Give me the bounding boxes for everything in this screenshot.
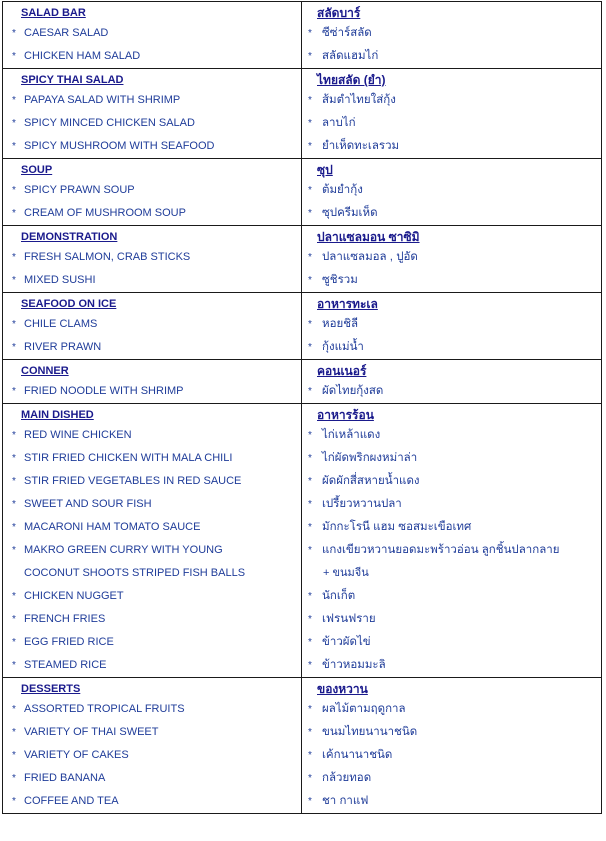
menu-item-th-cell [302, 539, 601, 585]
menu-item-th-cell [302, 22, 601, 45]
bullet-marker: * [12, 252, 16, 263]
menu-item-th-text: ชา กาแฟ [322, 795, 369, 807]
section-header-en-cell [3, 678, 302, 698]
menu-item-en-cell [3, 631, 302, 654]
menu-item-th-cell [302, 202, 601, 225]
section-title-en: SOUP [21, 164, 53, 176]
menu-item-en-text: RED WINE CHICKEN [24, 429, 132, 441]
section-header-row [3, 678, 601, 698]
bullet-marker: * [308, 95, 312, 106]
bullet-marker: * [308, 386, 312, 397]
menu-section [3, 69, 601, 159]
bullet-marker: * [12, 51, 16, 62]
menu-item-en-cell [3, 313, 302, 336]
menu-item-th-text: ไก่ผัดพริกผงหม่าล่า [322, 452, 418, 464]
menu-item-th [302, 608, 601, 631]
bullet-marker: * [12, 118, 16, 129]
section-title-th: อาหารร้อน [317, 408, 374, 422]
menu-item-th [302, 45, 601, 68]
bullet-marker: * [308, 118, 312, 129]
bullet-marker: * [308, 141, 312, 152]
menu-item-en-text: VARIETY OF THAI SWEET [24, 726, 159, 738]
section-title-th: ซุป [317, 163, 333, 177]
menu-item-en-continuation: COCONUT SHOOTS STRIPED FISH BALLS [24, 567, 246, 579]
menu-item-en [3, 202, 301, 225]
menu-item-en-cell [3, 447, 302, 470]
bullet-marker: * [12, 727, 16, 738]
menu-item-en-text: CHICKEN NUGGET [24, 590, 124, 602]
menu-item-th-text: ผัดผักสี่สหายน้ำแดง [322, 475, 420, 487]
menu-item-en-text: STEAMED RICE [24, 659, 107, 671]
menu-item-en-cell [3, 539, 302, 585]
menu-item-th-text: เค้กนานาชนิด [322, 749, 393, 761]
menu-item-th [302, 89, 601, 112]
bullet-marker: * [12, 704, 16, 715]
bullet-marker: * [12, 141, 16, 152]
menu-item-th-text: เฟรนฟราย [322, 613, 376, 625]
menu-item-en-text: STIR FRIED CHICKEN WITH MALA CHILI [24, 452, 233, 464]
menu-item-en-cell [3, 336, 302, 359]
bullet-marker: * [308, 476, 312, 487]
section-header-en-cell [3, 360, 302, 380]
menu-item-th-cell [302, 135, 601, 158]
menu-item-en-text: SWEET AND SOUR FISH [24, 498, 152, 510]
section-header-en-cell [3, 226, 302, 246]
menu-item-th-cell [302, 744, 601, 767]
menu-item-en-cell [3, 380, 302, 403]
section-title-th: คอนเนอร์ [317, 364, 367, 378]
section-header-th-cell [302, 293, 601, 313]
section-header-row [3, 2, 601, 22]
menu-item-en-cell [3, 698, 302, 721]
menu-item-en-cell [3, 424, 302, 447]
menu-item-en [3, 721, 301, 744]
menu-item-en [3, 22, 301, 45]
menu-item-en-cell [3, 269, 302, 292]
menu-item-en-text: RIVER PRAWN [24, 341, 102, 353]
menu-item-row [3, 202, 601, 225]
menu-item-en-text: CHICKEN HAM SALAD [24, 50, 141, 62]
bullet-marker: * [308, 51, 312, 62]
section-header-th-cell [302, 404, 601, 424]
menu-item-th-text: ยำเห็ดทะเลรวม [322, 140, 400, 152]
section-header-en-cell [3, 159, 302, 179]
menu-item-row [3, 654, 601, 677]
menu-item-en-cell [3, 89, 302, 112]
menu-item-th-cell [302, 585, 601, 608]
menu-item-th [302, 380, 601, 403]
menu-table [2, 1, 602, 814]
bullet-marker: * [12, 386, 16, 397]
menu-item-en-cell [3, 516, 302, 539]
section-header-th-cell [302, 678, 601, 698]
menu-item-en-text: CHILE CLAMS [24, 318, 98, 330]
bullet-marker: * [12, 453, 16, 464]
menu-item-th-text: กล้วยทอด [322, 772, 372, 784]
menu-item-th [302, 790, 601, 813]
menu-item-row [3, 539, 601, 585]
menu-item-row [3, 470, 601, 493]
section-header-row [3, 69, 601, 89]
menu-item-en [3, 608, 301, 631]
bullet-marker: * [308, 499, 312, 510]
bullet-marker: * [308, 773, 312, 784]
bullet-marker: * [12, 342, 16, 353]
menu-item-th-text: ข้าวหอมมะลิ [322, 659, 386, 671]
menu-item-en-cell [3, 654, 302, 677]
section-header-row [3, 226, 601, 246]
menu-section [3, 226, 601, 293]
section-title-th: ของหวาน [317, 682, 368, 696]
bullet-marker: * [12, 28, 16, 39]
bullet-marker: * [12, 522, 16, 533]
menu-item-th [302, 336, 601, 359]
section-title-en: SEAFOOD ON ICE [21, 298, 117, 310]
menu-item-th-text: แกงเขียวหวานยอดมะพร้าวอ่อน ลูกชิ้นปลากลาย [322, 544, 560, 556]
menu-item-en [3, 767, 301, 790]
menu-item-en-text: MACARONI HAM TOMATO SAUCE [24, 521, 201, 533]
menu-item-th-continuation: + ขนมจีน [323, 567, 369, 579]
section-header-th-cell [302, 226, 601, 246]
bullet-marker: * [12, 637, 16, 648]
bullet-marker: * [308, 614, 312, 625]
section-header-th-cell [302, 69, 601, 89]
menu-item-en [3, 493, 301, 516]
menu-item-en [3, 269, 301, 292]
bullet-marker: * [12, 275, 16, 286]
bullet-marker: * [308, 208, 312, 219]
menu-item-en [3, 313, 301, 336]
menu-item-en-text: FRIED BANANA [24, 772, 106, 784]
bullet-marker: * [308, 453, 312, 464]
bullet-marker: * [308, 637, 312, 648]
menu-item-row [3, 89, 601, 112]
menu-item-th-text: ส้มตำไทยใส่กุ้ง [322, 94, 396, 106]
bullet-marker: * [308, 342, 312, 353]
menu-item-en [3, 135, 301, 158]
menu-item-en [3, 631, 301, 654]
menu-item-th [302, 654, 601, 677]
bullet-marker: * [12, 499, 16, 510]
section-header-th-cell [302, 159, 601, 179]
menu-item-th-text: ซุปครีมเห็ด [322, 207, 378, 219]
bullet-marker: * [308, 750, 312, 761]
menu-item-th-cell [302, 380, 601, 403]
menu-item-th [302, 516, 601, 539]
menu-item-en-text: COFFEE AND TEA [24, 795, 119, 807]
menu-item-th-cell [302, 767, 601, 790]
menu-item-en-text: FRENCH FRIES [24, 613, 106, 625]
bullet-marker: * [308, 185, 312, 196]
menu-item-en-cell [3, 470, 302, 493]
bullet-marker: * [308, 704, 312, 715]
menu-item-th-cell [302, 89, 601, 112]
bullet-marker: * [12, 614, 16, 625]
menu-item-en-text: FRIED NOODLE WITH SHRIMP [24, 385, 184, 397]
menu-item-en-text: MIXED SUSHI [24, 274, 96, 286]
section-title-en: SPICY THAI SALAD [21, 74, 124, 86]
menu-item-en-text: STIR FRIED VEGETABLES IN RED SAUCE [24, 475, 242, 487]
menu-item-en [3, 790, 301, 813]
menu-item-th [302, 470, 601, 493]
menu-item-th-text: มักกะโรนี แฮม ซอสมะเขือเทศ [322, 521, 472, 533]
menu-item-th-cell [302, 424, 601, 447]
menu-item-en [3, 179, 301, 202]
bullet-marker: * [12, 660, 16, 671]
menu-item-en [3, 89, 301, 112]
menu-item-th-cell [302, 447, 601, 470]
menu-section [3, 2, 601, 69]
menu-item-row [3, 631, 601, 654]
bullet-marker: * [308, 727, 312, 738]
menu-item-en [3, 654, 301, 677]
menu-item-th [302, 585, 601, 608]
menu-item-th-cell [302, 45, 601, 68]
menu-item-en [3, 585, 301, 608]
menu-item-row [3, 790, 601, 813]
section-header-row [3, 404, 601, 424]
bullet-marker: * [12, 476, 16, 487]
menu-item-en [3, 112, 301, 135]
menu-item-th-text: ซีซ่าร์สลัด [322, 27, 372, 39]
menu-item-en [3, 246, 301, 269]
menu-item-en-cell [3, 179, 302, 202]
menu-item-row [3, 246, 601, 269]
menu-item-th-cell [302, 336, 601, 359]
menu-item-row [3, 45, 601, 68]
bullet-marker: * [12, 95, 16, 106]
menu-item-en [3, 516, 301, 539]
menu-item-en-text: MAKRO GREEN CURRY WITH YOUNG [24, 544, 223, 556]
menu-item-th [302, 112, 601, 135]
menu-item-row [3, 22, 601, 45]
section-title-en: DESSERTS [21, 683, 81, 695]
section-title-th: อาหารทะเล [317, 297, 378, 311]
menu-section [3, 678, 601, 813]
bullet-marker: * [308, 591, 312, 602]
menu-item-th-cell [302, 631, 601, 654]
menu-item-row [3, 516, 601, 539]
menu-item-en-text: SPICY PRAWN SOUP [24, 184, 135, 196]
menu-item-en-cell [3, 790, 302, 813]
menu-item-en-cell [3, 767, 302, 790]
menu-item-th-cell [302, 313, 601, 336]
menu-item-en [3, 380, 301, 403]
section-header-row [3, 293, 601, 313]
menu-item-th [302, 246, 601, 269]
menu-item-th-text: สลัดแฮมไก่ [322, 50, 379, 62]
menu-item-row [3, 424, 601, 447]
section-title-en: DEMONSTRATION [21, 231, 118, 243]
menu-item-th-cell [302, 698, 601, 721]
menu-item-th-text: ปลาแซลมอล , ปูอัด [322, 251, 418, 263]
menu-item-th-cell [302, 516, 601, 539]
menu-item-th-text: ซูชิรวม [322, 274, 358, 286]
section-header-en-cell [3, 69, 302, 89]
section-header-row [3, 159, 601, 179]
menu-item-en-text: CAESAR SALAD [24, 27, 109, 39]
section-header-th-cell [302, 360, 601, 380]
section-header-row [3, 360, 601, 380]
menu-item-row [3, 313, 601, 336]
menu-item-en [3, 45, 301, 68]
bullet-marker: * [12, 185, 16, 196]
section-title-en: SALAD BAR [21, 7, 86, 19]
menu-item-en-text: EGG FRIED RICE [24, 636, 114, 648]
menu-item-th-text: ลาบไก่ [322, 117, 356, 129]
menu-item-th-text: ข้าวผัดไข่ [322, 636, 371, 648]
bullet-marker: * [12, 773, 16, 784]
menu-item-th-text: ขนมไทยนานาชนิด [322, 726, 418, 738]
menu-item-en-text: CREAM OF MUSHROOM SOUP [24, 207, 186, 219]
menu-section [3, 360, 601, 404]
menu-item-th-cell [302, 179, 601, 202]
menu-item-en-text: SPICY MINCED CHICKEN SALAD [24, 117, 195, 129]
menu-item-row [3, 585, 601, 608]
section-header-en-cell [3, 2, 302, 22]
menu-item-en [3, 744, 301, 767]
menu-item-en-cell [3, 135, 302, 158]
menu-item-th [302, 721, 601, 744]
menu-item-en-cell [3, 585, 302, 608]
bullet-marker: * [308, 522, 312, 533]
menu-item-row [3, 721, 601, 744]
menu-item-th-text: ต้มยำกุ้ง [322, 184, 363, 196]
menu-item-th-cell [302, 112, 601, 135]
menu-item-en-cell [3, 22, 302, 45]
menu-item-th-text: เปรี้ยวหวานปลา [322, 498, 402, 510]
menu-item-th-cell [302, 721, 601, 744]
menu-item-en-text: PAPAYA SALAD WITH SHRIMP [24, 94, 181, 106]
menu-item-th [302, 269, 601, 292]
menu-item-th-cell [302, 608, 601, 631]
menu-item-en-text: FRESH SALMON, CRAB STICKS [24, 251, 191, 263]
section-title-th: สลัดบาร์ [317, 6, 361, 20]
menu-item-th-cell [302, 790, 601, 813]
menu-item-row [3, 698, 601, 721]
bullet-marker: * [308, 430, 312, 441]
menu-item-th-text: ไก่เหล้าแดง [322, 429, 381, 441]
menu-item-row [3, 608, 601, 631]
menu-item-th [302, 698, 601, 721]
menu-item-th-cell [302, 246, 601, 269]
menu-item-row [3, 112, 601, 135]
menu-section [3, 159, 601, 226]
menu-item-en-cell [3, 608, 302, 631]
menu-item-th [302, 135, 601, 158]
bullet-marker: * [12, 208, 16, 219]
menu-item-en-cell [3, 202, 302, 225]
section-title-en: MAIN DISHED [21, 409, 94, 421]
menu-item-th [302, 447, 601, 470]
menu-item-row [3, 135, 601, 158]
menu-item-en-cell [3, 45, 302, 68]
menu-item-row [3, 767, 601, 790]
menu-item-row [3, 744, 601, 767]
menu-item-en [3, 424, 301, 447]
bullet-marker: * [308, 660, 312, 671]
menu-item-th [302, 179, 601, 202]
menu-item-en-cell [3, 721, 302, 744]
menu-item-en-cell [3, 493, 302, 516]
menu-item-th-cell [302, 493, 601, 516]
menu-item-row [3, 447, 601, 470]
menu-item-en-cell [3, 744, 302, 767]
bullet-marker: * [12, 796, 16, 807]
bullet-marker: * [308, 319, 312, 330]
menu-item-th [302, 767, 601, 790]
menu-item-th-text: ผัดไทยกุ้งสด [322, 385, 384, 397]
menu-item-th [302, 744, 601, 767]
menu-item-th [302, 313, 601, 336]
menu-item-row [3, 493, 601, 516]
menu-section [3, 404, 601, 678]
bullet-marker: * [12, 430, 16, 441]
menu-item-en [3, 698, 301, 721]
menu-item-en [3, 470, 301, 493]
menu-item-th [302, 424, 601, 447]
section-header-en-cell [3, 293, 302, 313]
menu-item-th-text: กุ้งแม่น้ำ [322, 341, 364, 353]
section-title-en: CONNER [21, 365, 69, 377]
menu-item-th-cell [302, 470, 601, 493]
menu-item-th [302, 493, 601, 516]
bullet-marker: * [12, 545, 16, 556]
menu-section [3, 293, 601, 360]
menu-item-en [3, 539, 301, 562]
menu-item-row [3, 179, 601, 202]
bullet-marker: * [308, 545, 312, 556]
section-title-th: ไทยสลัด (ยำ) [317, 73, 386, 87]
section-title-th: ปลาแซลมอน ซาซิมิ [317, 230, 420, 244]
bullet-marker: * [308, 252, 312, 263]
section-header-en-cell [3, 404, 302, 424]
menu-item-th [302, 631, 601, 654]
menu-item-en-cell [3, 246, 302, 269]
menu-item-th-text: นักเก็ต [322, 590, 356, 602]
menu-item-en-text: VARIETY OF CAKES [24, 749, 129, 761]
menu-item-th [302, 22, 601, 45]
menu-item-th-text: ผลไม้ตามฤดูกาล [322, 703, 406, 715]
menu-item-en [3, 336, 301, 359]
menu-item-th [302, 202, 601, 225]
menu-item-en [3, 447, 301, 470]
menu-item-row [3, 380, 601, 403]
bullet-marker: * [12, 591, 16, 602]
section-header-th-cell [302, 2, 601, 22]
bullet-marker: * [308, 796, 312, 807]
menu-item-en-text: SPICY MUSHROOM WITH SEAFOOD [24, 140, 215, 152]
menu-item-row [3, 336, 601, 359]
menu-item-th-cell [302, 654, 601, 677]
menu-item-row [3, 269, 601, 292]
bullet-marker: * [12, 319, 16, 330]
menu-item-en-text: ASSORTED TROPICAL FRUITS [24, 703, 185, 715]
bullet-marker: * [308, 28, 312, 39]
menu-item-th [302, 539, 601, 562]
bullet-marker: * [308, 275, 312, 286]
menu-item-th-text: หอยชิลี [322, 318, 359, 330]
menu-item-th-cell [302, 269, 601, 292]
menu-item-en-cell [3, 112, 302, 135]
bullet-marker: * [12, 750, 16, 761]
